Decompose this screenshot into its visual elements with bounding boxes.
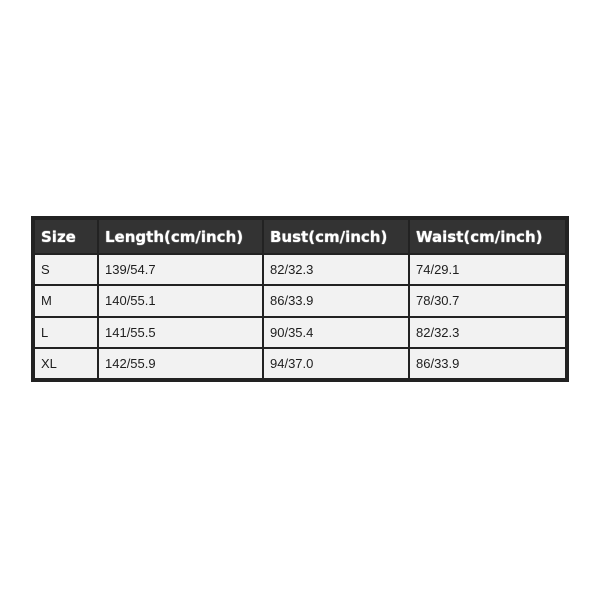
- table-row: [35, 349, 565, 378]
- table-row: [35, 255, 565, 284]
- table-row: [35, 286, 565, 315]
- cell-waist: 78/30.7: [410, 286, 565, 315]
- cell-size: M: [35, 286, 97, 315]
- cell-size: S: [35, 255, 97, 284]
- header-waist: Waist(cm/inch): [410, 220, 565, 253]
- cell-length: 141/55.5: [99, 318, 262, 347]
- size-chart-table: [33, 218, 567, 380]
- header-bust: Bust(cm/inch): [264, 220, 408, 253]
- cell-waist: 74/29.1: [410, 255, 565, 284]
- table-row: [35, 318, 565, 347]
- cell-bust: 86/33.9: [264, 286, 408, 315]
- cell-size: XL: [35, 349, 97, 378]
- cell-waist: 82/32.3: [410, 318, 565, 347]
- header-size: Size: [35, 220, 97, 253]
- header-length: Length(cm/inch): [99, 220, 262, 253]
- size-chart: [31, 216, 569, 382]
- cell-length: 139/54.7: [99, 255, 262, 284]
- cell-waist: 86/33.9: [410, 349, 565, 378]
- cell-length: 140/55.1: [99, 286, 262, 315]
- header-row: [35, 220, 565, 253]
- cell-size: L: [35, 318, 97, 347]
- cell-bust: 90/35.4: [264, 318, 408, 347]
- cell-length: 142/55.9: [99, 349, 262, 378]
- cell-bust: 94/37.0: [264, 349, 408, 378]
- cell-bust: 82/32.3: [264, 255, 408, 284]
